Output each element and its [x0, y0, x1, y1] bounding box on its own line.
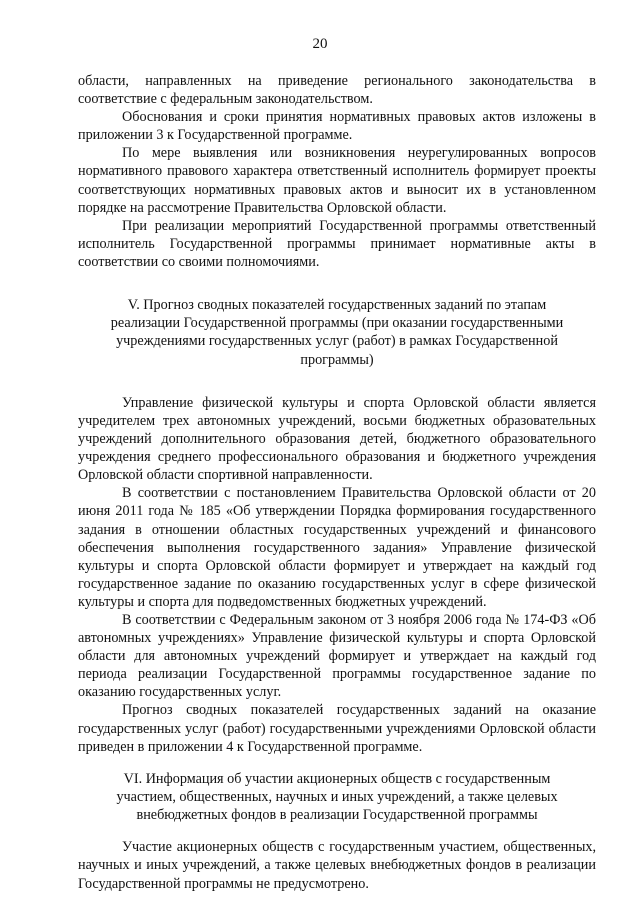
paragraph: Участие акционерных обществ с государственным участием, общественных, научных и иных учреждений, а также целевых внебюджетных фондов в реализации Государственной программы не предусмотрено. [78, 839, 596, 892]
paragraph: области, направленных на приведение регионального законодательства в соответствие с федеральным законодательством. [78, 73, 596, 108]
section-heading-5: V. Прогноз сводных показателей государственных заданий по этапам реализации Государственной программы (при оказании государственными учреждениями государственных услуг (работ) в рамках Государственной программы) [110, 297, 564, 368]
section-heading-6: VI. Информация об участии акционерных обществ с государственным участием, общественных, научных и иных учреждений, а также целевых внебюджетных фондов в реализации Государственной программы [116, 770, 558, 824]
paragraph: По мере выявления или возникновения неурегулированных вопросов нормативного правового характера ответственный исполнитель формирует проекты соответствующих нормативных правовых актов и выносит их в установленном порядке на рассмотрение Правительства Орловской области. [78, 145, 596, 216]
paragraph: Обоснования и сроки принятия нормативных правовых актов изложены в приложении 3 к Государственной программе. [78, 109, 596, 144]
paragraph: В соответствии с Федеральным законом от 3 ноября 2006 года № 174-ФЗ «Об автономных учреждениях» Управление физической культуры и спорта Орловской области для автономных учреждений формирует и утверждает на каждый год периода реализации Государственной программы государственное задание по оказанию государственных услуг. [78, 611, 596, 701]
document-body [78, 72, 596, 893]
page-number: 20 [312, 36, 328, 52]
paragraph: В соответствии с постановлением Правительства Орловской области от 20 июня 2011 года № 185 «Об утверждении Порядка формирования государственного задания в отношении областных государственных учреждений и финансового обеспечения выполнения государственного задания» Управление физической культуры и спорта Орловской области формирует и утверждает на каждый год государственное задание по оказанию государственных услуг в сфере физической культуры и спорта для подведомственных бюджетных учреждений. [78, 485, 596, 610]
paragraph: Прогноз сводных показателей государственных заданий на оказание государственных услуг (работ) государственными учреждениями Орловской области приведен в приложении 4 к Государственной программе. [78, 702, 596, 755]
paragraph: Управление физической культуры и спорта Орловской области является учредителем трех автономных учреждений, восьми бюджетных образовательных учреждений дополнительного образования детей, бюджетного образовательного учреждения среднего профессионального образования и бюджетного учреждения Орловской области спортивной направленности. [78, 394, 596, 484]
paragraph: При реализации мероприятий Государственной программы ответственный исполнитель Государственной программы принимает нормативные акты в соответствии со своими полномочиями. [78, 217, 596, 270]
